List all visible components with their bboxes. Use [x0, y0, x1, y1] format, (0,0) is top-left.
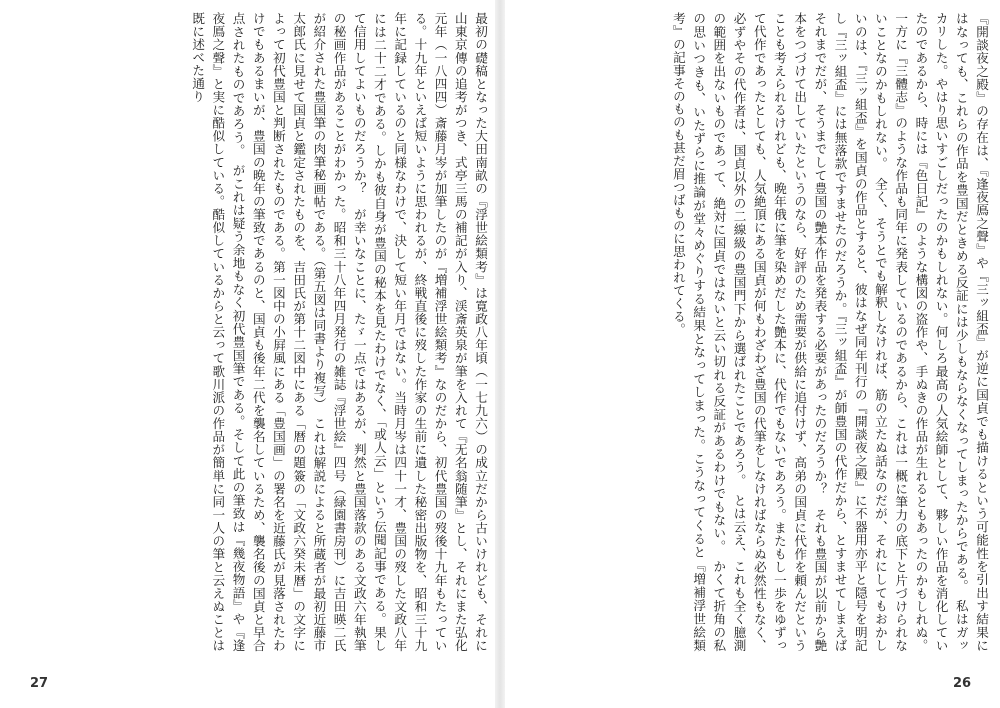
left-page-number: 27	[30, 676, 49, 691]
right-page-number: 26	[953, 676, 972, 691]
book-gutter	[495, 0, 505, 708]
right-page	[505, 0, 1000, 708]
left-page-text: 最初の礎稿となった大田南畝の『浮世絵類考』は寛政八年頃（一七九六）の成立だから古いけれども、それに山東京傳の追考がつき、式亭三馬の補記が入り、渓斎英泉が筆を入れて『无名翁随筆』とし、それにまた弘化元年（一八四四）斎藤月岑が加筆したのが『増補浮世絵類考』なのだから、初代豊国の歿後十九年もたっている。十九年といえば短いように思われるが、終戦直後に歿した作家の生前に遺した秘密出版物を、昭和三十九年に記録しているのと同様なわけで、決して短い年月ではない。当時月岑は四十一才、豊国の歿した文政八年には二十二才である。しかも彼自身が豊国の秘本を見たわけでなく、「或人云」という伝聞記事である。果して信用してよいものだろうか？ が幸いなことに、たゞ一点ではあるが、判然と豊国落款のある文政六年執筆の秘画作品があることがわかった。昭和三十八年四月発行の雑誌『浮世絵』四号（緑園書房刊）に吉田暎二氏が紹介された豊国筆の肉筆秘画帖である。（第五図は同書より複写） これは解説によると所蔵者が最初近藤市太郎氏に見せて国貞と鑑定されたものを、吉田氏が第十二図中にある「暦の題簽の「文政六癸未暦」の文字によって初代豊国と判断されたものである。第一図中の小屛風にある「豊国画」の署名を近藤氏が見落されたわけでもあるまいが、豊国の晩年の筆致であるのと、国貞も後年二代を襲名しているため、襲名後の国貞と早合点されたものであろう。 がこれは疑う余地もなく初代豊国筆である。そして此の筆致は『幾夜物語』や『逢夜鳫之聲』と実に酷似している。酷似しているからと云って歌川派の作品が簡単に同一人の筆と云えぬことは既に述べた通り	[190, 12, 488, 652]
left-page	[0, 0, 495, 708]
right-page-text: 『開談夜之殿』の存在は、『逢夜鳫之聲』や『三ッ組盃』が逆に国貞でも描けるという可能性を引出す結果にはなっても、これらの作品を豊国だときめる反証には少しもならなくなってしまったからである。 私はガッカリした。やはり思いすごしだったのかもしれない。何しろ最高の人気絵師として、夥しい作品を消化していたのであるから、時には『色日記』のような構図の盗作や、手ぬきの作品が生れるともあったのかもしれぬ。一方に『三體志』のような作品も同年に発表しているのであるから、これは一概に筆力の底下と片づけられないことなのかもしれない。 全く、そうとでも解釈しなければ、筋の立たぬ話なのだが、それにしてもおかしいのは、『三ッ組盃』を国貞の作品とすると、彼はなぜ同年刊行の『開談夜之殿』に不器用亦平と隠号を明記し『三ッ組盃』には無落款ですませたのだろうか。『三ッ組盃』が師豊国の代作だから、とすませてしまえばそれまでだが、そうまでして豊国の艶本作品を発表する必要があったのだろうか？ それも豊国が以前から艶本をつづけて出していたというのなら、好評のため需要が供給に追付けず、高弟の国貞に代作を頼んだということも考えられるけれども、晩年俄に筆を染めだした艶本に、代作でもないであろう。またもし一歩をゆずって代作であったとしても、人気絶頂にある国貞が何もわざわざ豊国の代筆をしなければならぬ必然性もなく、必ずやその代作者は、国貞以外の二線級の豊国門下から選ばれたことであろう。 とは云え、これも全く臆測の範囲を出ないものであって、絶対に国貞ではないと云い切れる反証があるわけでもない。 かくて折角の私の思いつきも、いたずらに推論が堂々めぐりする結果となってしまった。こうなってくると『増補浮世絵類考』の記事そのものも甚だ眉つばものに思われてくる。	[670, 12, 989, 652]
